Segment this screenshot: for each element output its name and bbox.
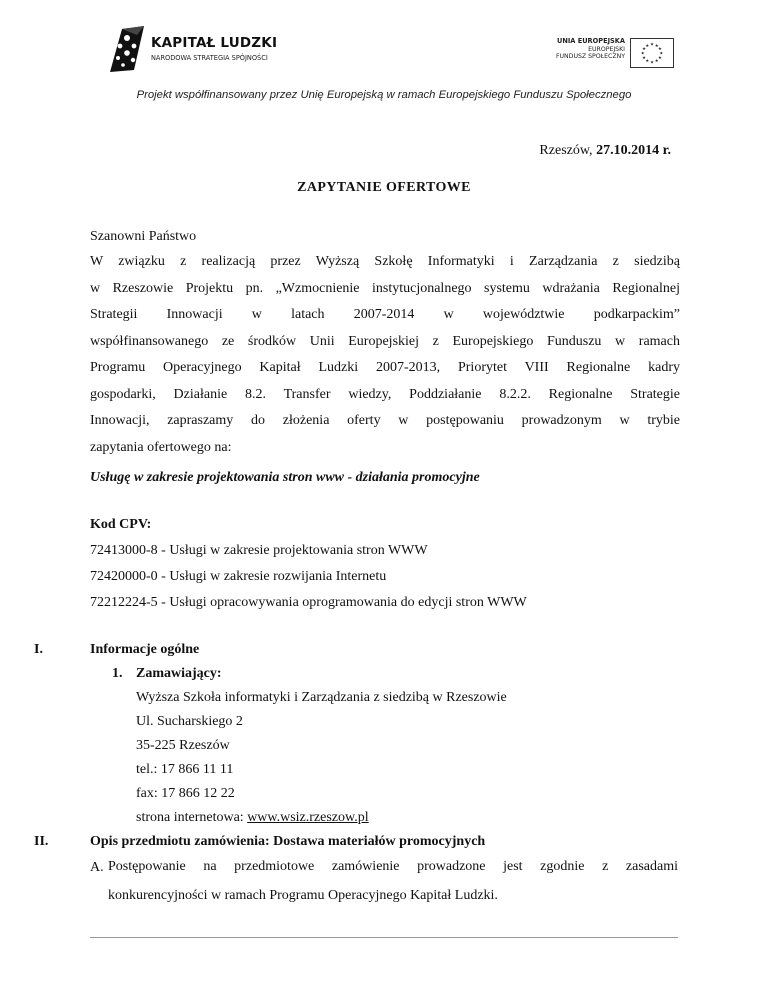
contractor-phone: tel.: 17 866 11 11 bbox=[136, 762, 234, 777]
footer-divider bbox=[90, 937, 678, 938]
dateline-city: Rzeszów, bbox=[539, 143, 597, 158]
website-link[interactable]: www.wsiz.rzeszow.pl bbox=[247, 810, 369, 825]
svg-text:★: ★ bbox=[654, 43, 659, 49]
svg-text:★: ★ bbox=[645, 59, 650, 65]
contractor-name: Wyższa Szkoła informatyki i Zarządzania z siedzibą w Rzeszowie bbox=[136, 690, 507, 705]
section-1-title: Informacje ogólne bbox=[90, 642, 200, 657]
logo-title: KAPITAŁ LUDZKI bbox=[151, 35, 278, 51]
document-title: ZAPYTANIE OFERTOWE bbox=[297, 180, 471, 195]
intro-line-8: zapytania ofertowego na: bbox=[90, 439, 232, 455]
eu-logo-line2: EUROPEJSKI bbox=[588, 45, 625, 53]
intro-line-6: gospodarki, Działanie 8.2. Transfer wiedzy, Poddziałanie 8.2.2. Regionalne Strategie bbox=[90, 386, 680, 402]
svg-text:★: ★ bbox=[658, 55, 662, 61]
dateline bbox=[539, 143, 671, 159]
intro-line-2: w Rzeszowie Projektu pn. „Wzmocnienie instytucjonalnego systemu wdrażania Regionalnej bbox=[90, 280, 680, 296]
logo-subtitle: NARODOWA STRATEGIA SPÓJNOŚCI bbox=[151, 54, 268, 62]
cofinance-note: Projekt współfinansowany przez Unię Europejską w ramach Europejskiego Funduszu Społecznego bbox=[136, 89, 632, 101]
intro-line-5: Programu Operacyjnego Kapitał Ludzki 2007-2013, Priorytet VIII Regionalne kadry bbox=[90, 360, 680, 375]
kapital-ludzki-logo bbox=[107, 22, 297, 78]
svg-text:★: ★ bbox=[645, 43, 650, 49]
eu-logo-line3: FUNDUSZ SPOŁECZNY bbox=[555, 53, 625, 61]
svg-text:★: ★ bbox=[650, 60, 654, 66]
contractor-city: 35-225 Rzeszów bbox=[136, 738, 230, 753]
greeting: Szanowni Państwo bbox=[90, 229, 197, 244]
svg-text:★: ★ bbox=[659, 51, 664, 57]
order-subject: Usługę w zakresie projektowania stron www - działania promocyjne bbox=[90, 470, 480, 485]
intro-line-3: Strategii Innowacji w latach 2007-2014 w województwie podkarpackim” bbox=[90, 307, 680, 322]
cpv-code-2: 72420000-0 - Usługi w zakresie rozwijania Internetu bbox=[90, 569, 387, 584]
point-a-label: A. bbox=[90, 860, 104, 875]
intro-line-1: W związku z realizacją przez Wyższą Szkołę Informatyki i Zarządzania z siedzibą bbox=[90, 254, 680, 269]
contractor-street: Ul. Sucharskiego 2 bbox=[136, 714, 243, 729]
dateline-date: 27.10.2014 r. bbox=[596, 143, 671, 158]
section-1-item-number: 1. bbox=[112, 666, 123, 681]
website-label: strona internetowa: bbox=[136, 810, 248, 825]
svg-text:★: ★ bbox=[640, 51, 645, 57]
contractor-website bbox=[136, 810, 369, 826]
intro-line-4: współfinansowanego ze środków Unii Europejskiej z Europejskiego Funduszu w ramach bbox=[90, 333, 680, 349]
svg-text:★: ★ bbox=[650, 42, 654, 48]
eu-flag-icon bbox=[630, 38, 674, 68]
intro-line-7: Innowacji, zapraszamy do złożenia oferty w postępowaniu prowadzonym w trybie bbox=[90, 413, 680, 428]
point-a-line-1: Postępowanie na przedmiotowe zamówienie prowadzone jest zgodnie z zasadami bbox=[108, 859, 678, 874]
point-a-line-2: konkurencyjności w ramach Programu Operacyjnego Kapitał Ludzki. bbox=[108, 888, 498, 903]
section-1-item-title: Zamawiający: bbox=[136, 666, 222, 681]
section-2-number: II. bbox=[34, 834, 49, 849]
svg-text:★: ★ bbox=[642, 55, 646, 61]
section-2-title: Opis przedmiotu zamówienia: Dostawa materiałów promocyjnych bbox=[90, 834, 486, 849]
section-1-number: I. bbox=[34, 642, 43, 657]
svg-text:★: ★ bbox=[658, 47, 662, 53]
eu-logo-text bbox=[556, 38, 625, 61]
human-capital-logo-icon bbox=[107, 24, 147, 74]
cpv-code-3: 72212224-5 - Usługi opracowywania oprogramowania do edycji stron WWW bbox=[90, 595, 527, 610]
eu-logo bbox=[534, 38, 674, 72]
cpv-label: Kod CPV: bbox=[90, 517, 152, 532]
eu-logo-line1: UNIA EUROPEJSKA bbox=[556, 37, 625, 45]
cpv-code-1: 72413000-8 - Usługi w zakresie projektowania stron WWW bbox=[90, 543, 428, 558]
contractor-fax: fax: 17 866 12 22 bbox=[136, 786, 235, 801]
svg-text:★: ★ bbox=[654, 59, 659, 65]
svg-text:★: ★ bbox=[642, 47, 646, 53]
